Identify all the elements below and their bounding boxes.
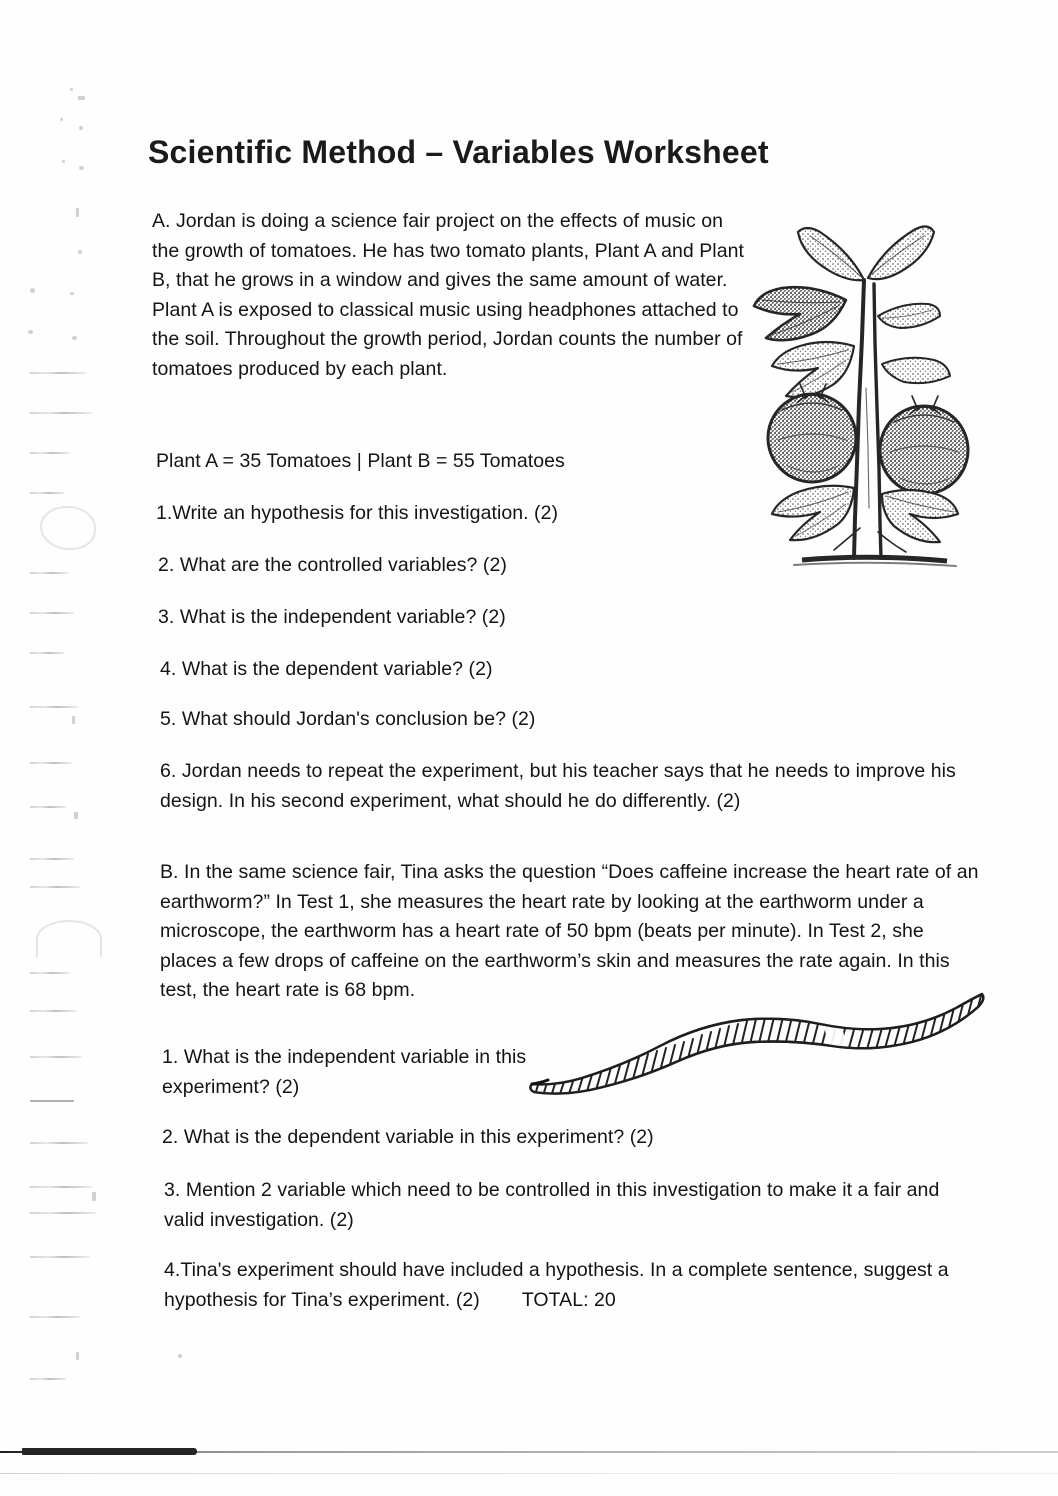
scan-speck (60, 118, 63, 121)
section-a-question-4: 4. What is the dependent variable? (2) (160, 658, 493, 680)
scan-ruled-line-ghost (30, 1142, 88, 1144)
section-b-paragraph: B. In the same science fair, Tina asks the question “Does caffeine increase the heart rate of an earthworm?” In Test 1, she measures the heart rate by looking at the earthworm under a microscope, the earthworm has a heart rate of 50 bpm (beats per minute). In Test 2, she places a few drops of caffeine on the earthworm’s skin and measures the rate again. In this test, the heart rate is 68 bpm. (160, 861, 979, 1001)
scan-speck (76, 1352, 79, 1360)
total-marks-label: TOTAL: 20 (521, 1288, 616, 1311)
section-a-question-2: 2. What are the controlled variables? (2) (158, 554, 507, 576)
scan-ruled-line-ghost (30, 1316, 80, 1318)
scan-ruled-line-ghost (30, 1256, 90, 1258)
scan-ruled-line-ghost (30, 706, 78, 708)
scan-ruled-line-ghost (30, 412, 92, 414)
section-b-question-3: 3. Mention 2 variable which need to be controlled in this investigation to make it a fair and valid investigation. (2) (164, 1179, 940, 1231)
scan-speck (30, 288, 35, 293)
scan-speck (78, 250, 82, 254)
scan-ruled-line-ghost (30, 1212, 96, 1214)
page-title: Scientific Method – Variables Worksheet (148, 134, 769, 170)
scan-ruled-line-ghost (30, 572, 68, 574)
earthworm-illustration (520, 980, 995, 1095)
scan-ruled-line-ghost (30, 372, 86, 374)
scan-speck (74, 812, 78, 819)
scan-ruled-line-ghost (30, 652, 64, 654)
scan-ruled-line-ghost (30, 612, 74, 614)
scan-ruled-line-ghost (30, 452, 70, 454)
scan-speck (72, 336, 77, 340)
scan-speck (178, 1354, 182, 1358)
scan-ruled-line-ghost (30, 972, 70, 974)
scan-ruled-line-ghost (30, 1378, 66, 1380)
page-bottom-edge (0, 1451, 1058, 1453)
tomato-plant-illustration (742, 188, 994, 578)
page-bottom-edge-faint (0, 1473, 1058, 1474)
page-bottom-edge-shadow (22, 1448, 197, 1455)
section-a-question-1: 1.Write an hypothesis for this investigation. (2) (156, 502, 559, 524)
section-b-question-4 (164, 1256, 974, 1315)
section-b-question-4-text: 4.Tina's experiment should have included a hypothesis. In a complete sentence, suggest a hypothesis for Tina’s experiment. (2) (164, 1259, 949, 1311)
section-b-question-1: 1. What is the independent variable in this experiment? (2) (162, 1046, 527, 1098)
scan-speck (28, 330, 33, 334)
scan-ruled-line-ghost (30, 762, 72, 764)
section-a-question-3: 3. What is the independent variable? (2) (158, 606, 506, 628)
scan-ghost-loop (40, 506, 96, 550)
section-b-question-2: 2. What is the dependent variable in this experiment? (2) (162, 1126, 654, 1148)
scan-speck (72, 716, 75, 724)
scan-speck (78, 96, 85, 100)
scan-ruled-line-ghost (30, 1186, 92, 1188)
scan-speck (79, 126, 83, 130)
scan-ruled-line-ghost (30, 492, 64, 494)
section-a-paragraph: A. Jordan is doing a science fair project on the effects of music on the growth of tomatoes. He has two tomato plants, Plant A and Plant B, that he grows in a window and gives the same amount of water. Plant A is exposed to classical music using headphones attached to the soil. Throughout the growth period, Jordan counts the number of tomatoes produced by each plant. (152, 210, 744, 380)
scan-ruled-line-ghost (30, 1010, 76, 1012)
scan-ruled-line-ghost (30, 886, 80, 888)
scan-speck (70, 88, 73, 91)
scan-ruled-line-ghost (30, 806, 66, 808)
scan-speck (62, 160, 65, 163)
scan-ruled-line-ghost (30, 1056, 82, 1058)
scan-ghost-loop (36, 920, 102, 958)
scan-speck (92, 1192, 96, 1201)
scan-speck (76, 208, 79, 217)
scan-ruled-line-ghost (30, 1100, 74, 1102)
section-a-data-line: Plant A = 35 Tomatoes | Plant B = 55 Tomatoes (156, 450, 565, 472)
scan-ruled-line-ghost (30, 858, 74, 860)
section-a-question-5: 5. What should Jordan's conclusion be? (2) (160, 708, 536, 730)
scan-speck (79, 166, 84, 170)
section-a-question-6: 6. Jordan needs to repeat the experiment, but his teacher says that he needs to improve his design. In his second experiment, what should he do differently. (2) (160, 760, 956, 812)
scan-speck (70, 292, 74, 295)
